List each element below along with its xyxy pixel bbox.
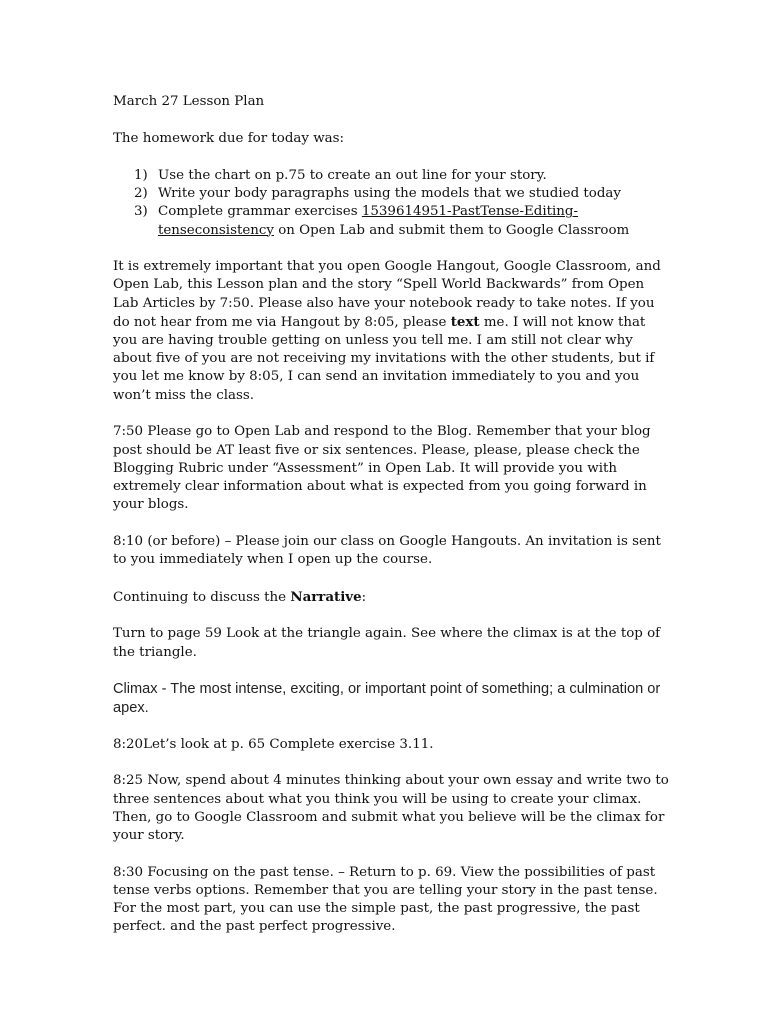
narrative-text-bold: Narrative — [290, 588, 362, 605]
homework-item-text-after: on Open Lab and submit them to Google Classroom — [273, 222, 630, 238]
document-page — [113, 93, 673, 955]
homework-item — [113, 167, 673, 185]
homework-intro: The homework due for today was: — [113, 131, 345, 147]
blog-paragraph: 7:50 Please go to Open Lab and respond to the Blog. Remember that your blog post should be AT least five or six sentences. Please, please, please check the Blogging Rubric under “Assessment” in Open Lab. It will provide you with extremely clear information about what is expected from you going forward in your blogs. — [113, 424, 651, 513]
grammar-exercise-link[interactable]: 1539614951-PastTense-Editing-tenseconsistency — [158, 204, 578, 238]
narrative-text-after: : — [361, 589, 367, 605]
important-text-after: me. I will not know that you are having trouble getting on unless you tell me. I am still not clear why about five of you are not receiving my invitations with the other students, but if you let me know by 8:05, I can send an invitation immediately to you and you won’t miss the class. — [113, 314, 655, 403]
exercise-paragraph: 8:20Let’s look at p. 65 Complete exercise 3.11. — [113, 736, 434, 752]
narrative-paragraph — [113, 588, 673, 607]
climax-definition: Climax - The most intense, exciting, or important point of something; a culmination or apex. — [113, 681, 661, 716]
important-text-bold: text — [450, 313, 480, 330]
homework-item-text: Complete grammar exercises — [158, 204, 362, 220]
document-title: March 27 Lesson Plan — [113, 94, 265, 109]
important-paragraph — [113, 258, 673, 405]
homework-item-text: Write your body paragraphs using the models that we studied today — [158, 186, 621, 202]
homework-item-number: 2) — [134, 186, 148, 202]
past-tense-paragraph: 8:30 Focusing on the past tense. – Return to p. 69. View the possibilities of past tense verbs options. Remember that you are telling your story in the past tense. For the most part, you can use the simple past, the past progressive, the past perfect. and the past perfect progressive. — [113, 864, 658, 935]
important-text-before: It is extremely important that you open Google Hangout, Google Classroom, and Open Lab, this Lesson plan and the story “Spell World Backwards” from Open Lab Articles by 7:50. Please also have your notebook ready to take notes. If you do not hear from me via Hangout by 8:05, please — [113, 259, 661, 330]
hangouts-paragraph: 8:10 (or before) – Please join our class on Google Hangouts. An invitation is sent to you immediately when I open up the course. — [113, 533, 661, 568]
homework-item — [113, 203, 673, 239]
homework-item-number: 1) — [134, 167, 148, 183]
homework-list — [113, 167, 673, 240]
homework-item-number: 3) — [134, 204, 148, 220]
climax-writing-paragraph: 8:25 Now, spend about 4 minutes thinking about your own essay and write two to three sentences about what you think you will be using to create your climax. Then, go to Google Classroom and submit what you believe will be the climax for your story. — [113, 773, 669, 843]
page59-paragraph: Turn to page 59 Look at the triangle again. See where the climax is at the top of the triangle. — [113, 626, 661, 660]
homework-item — [113, 185, 673, 203]
narrative-text-before: Continuing to discuss the — [113, 589, 291, 605]
homework-item-text: Use the chart on p.75 to create an out line for your story. — [158, 167, 547, 183]
